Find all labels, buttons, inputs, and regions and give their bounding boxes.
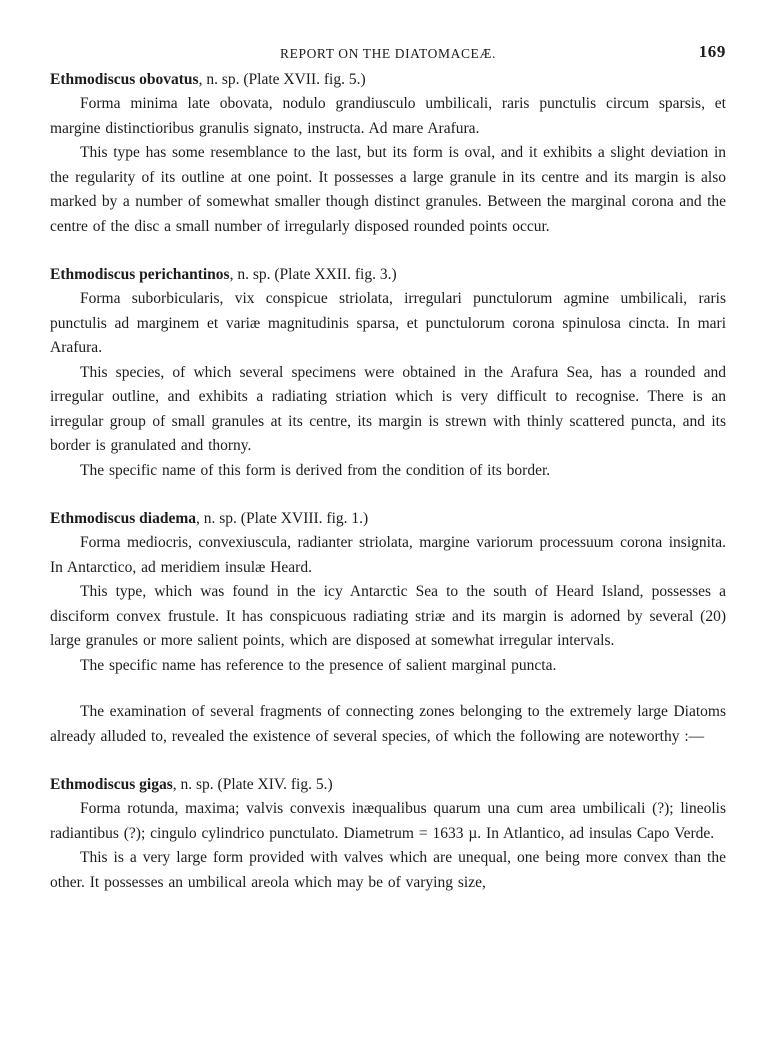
species-heading xyxy=(50,773,726,797)
species-entry-gigas xyxy=(50,773,726,895)
species-plate-ref: , n. sp. (Plate XVIII. fig. 1.) xyxy=(196,510,369,527)
species-plate-ref: , n. sp. (Plate XVII. fig. 5.) xyxy=(198,71,366,88)
species-entry-obovatus xyxy=(50,68,726,239)
english-description: This type has some resemblance to the last, but its form is oval, and it exhibits a slight deviation in the regularity of its outline at one point. It possesses a large granule in its centre and its margin is also marked by a number of somewhat smaller though distinct granules. Between the marginal corona and the centre of the disc a small number of irregularly disposed rounded points occur. xyxy=(50,144,726,235)
running-title: REPORT ON THE DIATOMACEÆ. xyxy=(280,46,496,61)
species-heading xyxy=(50,68,726,92)
etymology-note: The specific name has reference to the presence of salient marginal puncta. xyxy=(80,656,557,674)
species-heading xyxy=(50,507,726,531)
latin-diagnosis: Forma suborbicularis, vix conspicue striolata, irregulari punctulorum agmine umbilicali, raris punctulis ad marginem et variæ magnitudinis sparsa, et punctulorum corona spinulosa cincta. In mari Arafura. xyxy=(50,290,726,356)
page-number: 169 xyxy=(698,42,726,61)
page xyxy=(50,42,726,895)
species-heading xyxy=(50,263,726,287)
species-name: Ethmodiscus gigas xyxy=(50,776,173,793)
species-plate-ref: , n. sp. (Plate XIV. fig. 5.) xyxy=(172,776,333,793)
species-name: Ethmodiscus perichantinos xyxy=(50,266,230,283)
etymology-note: The specific name of this form is derived from the condition of its border. xyxy=(80,461,551,479)
species-plate-ref: , n. sp. (Plate XXII. fig. 3.) xyxy=(229,266,397,283)
species-entry-diadema xyxy=(50,507,726,678)
species-name: Ethmodiscus diadema xyxy=(50,510,196,527)
species-name: Ethmodiscus obovatus xyxy=(50,71,199,88)
english-description: This is a very large form provided with valves which are unequal, one being more convex than the other. It possesses an umbilical areola which may be of varying size, xyxy=(50,849,726,891)
latin-diagnosis: Forma minima late obovata, nodulo grandiusculo umbilicali, raris punctulis circum sparsis, et margine distinctioribus granulis signato, instructa. Ad mare Arafura. xyxy=(50,95,726,137)
latin-diagnosis: Forma rotunda, maxima; valvis convexis inæqualibus quarum una cum area umbilicali (?); lineolis radiantibus (?); cingulo cylindrico punctulato. Diametrum = 1633 µ. In Atlantico, ad insulas Capo Verde. xyxy=(50,800,726,842)
english-description: This type, which was found in the icy Antarctic Sea to the south of Heard Island, possesses a disciform convex frustule. It has conspicuous radiating striæ and its margin is adorned by several (20) large granules or more salient points, which are disposed at somewhat irregular intervals. xyxy=(50,583,726,649)
running-head xyxy=(50,42,726,68)
english-description: This species, of which several specimens were obtained in the Arafura Sea, has a rounded and irregular outline, and exhibits a radiating striation which is very difficult to recognise. There is an irregular group of small granules at its centre, its margin is strewn with thinly scattered puncta, and its border is granulated and thorny. xyxy=(50,363,726,454)
species-entry-perichantinos xyxy=(50,263,726,483)
latin-diagnosis: Forma mediocris, convexiuscula, radianter striolata, margine variorum processuum corona insignita. In Antarctico, ad meridiem insulæ Heard. xyxy=(50,534,726,576)
intro-paragraph: The examination of several fragments of connecting zones belonging to the extremely large Diatoms already alluded to, revealed the existence of several species, of which the following are noteworthy :— xyxy=(50,703,726,745)
